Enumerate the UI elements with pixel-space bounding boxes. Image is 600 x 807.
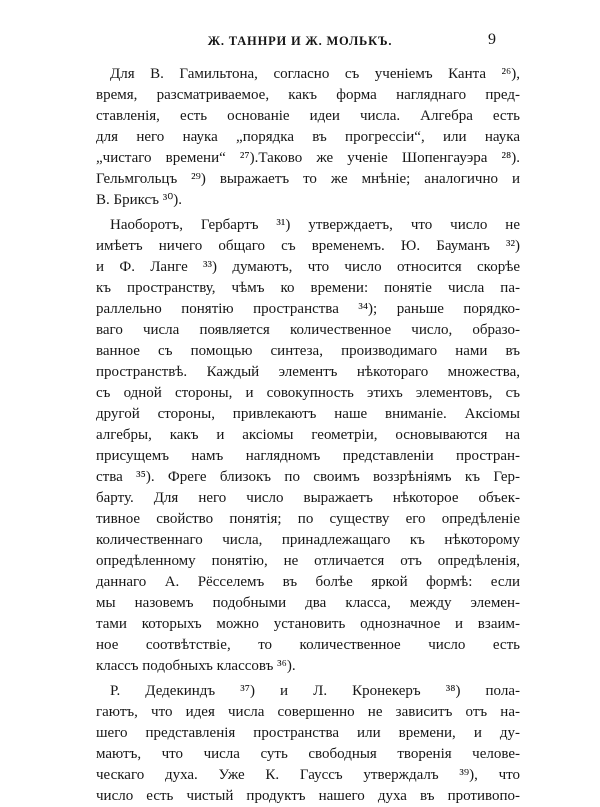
page-number: 9 [488,31,496,48]
paragraph-1 [96,64,520,211]
text-line: имѣетъ ничего общаго съ временемъ. Ю. Бауманъ ³²) [96,238,520,254]
body-text [96,64,520,807]
text-line: Р. Дедекиндъ ³⁷) и Л. Кронекеръ ³⁸) пола- [110,683,520,699]
text-line: барту. Для него число выражаетъ нѣкоторое объек- [96,490,520,506]
text-line: Для В. Гамильтона, согласно съ ученіемъ Канта ²⁶), [110,66,520,82]
paragraph-2 [96,215,520,677]
text-line: количественнаго числа, принадлежащаго къ нѣкоторому [96,532,520,548]
text-line: Наоборотъ, Гербартъ ³¹) утверждаетъ, что число не [110,217,520,233]
text-line: другой стороны, привлекаютъ наше вниманіе. Аксіомы [96,406,520,422]
text-line: „чистаго времени“ ²⁷).Таково же ученіе Шопенгауэра ²⁸). [96,150,520,166]
text-line: число есть чистый продуктъ нашего духа въ противопо- [96,788,520,804]
text-line: маютъ, что числа суть свободныя творенія челове- [96,746,520,762]
text-line: время, разсматриваемое, какъ форма нагляднаго пред- [96,87,520,103]
text-line: В. Бриксъ ³⁰). [96,192,182,208]
text-line: для него наука „порядка въ прогрессіи“, или наука [96,129,520,145]
text-line: ставленія, есть основаніе идеи числа. Алгебра есть [96,108,520,124]
text-line: шего представленія пространства или времени, и ду- [96,725,520,741]
text-line: ное соотвѣтствіе, то количественное число есть [96,637,520,653]
text-line: тами которыхъ можно установить однозначное и взаим- [96,616,520,632]
text-line: раллельно понятію пространства ³⁴); раньше порядко- [96,301,520,317]
text-line: Гельмгольцъ ²⁹) выражаетъ то же мнѣніе; аналогично и [96,171,520,187]
text-line: даннаго А. Рёсселемъ въ болѣе яркой формѣ: если [96,574,520,590]
text-line: присущемъ намъ наглядномъ представленіи простран- [96,448,520,464]
text-line: и Ф. Ланге ³³) думаютъ, что число относится скорѣе [96,259,520,275]
text-line: ванное съ помощью синтеза, производимаго нами въ [96,343,520,359]
text-line: ваго числа появляется количественное число, образо- [96,322,520,338]
text-line: ческаго духа. Уже К. Гауссъ утверждалъ ³⁹), что [96,767,520,783]
text-line: пространствѣ. Каждый элементъ нѣкотораго множества, [96,364,520,380]
text-line: гаютъ, что идея числа совершенно не зависитъ отъ на- [96,704,520,720]
running-header-title: Ж. ТАННРИ И Ж. МОЛЬКЪ. [207,34,393,48]
text-line: алгебры, какъ и аксіомы геометріи, основываются на [96,427,520,443]
paragraph-3 [96,681,520,807]
text-line: къ пространству, чѣмъ ко времени: понятіе числа па- [96,280,520,296]
text-line: мы назовемъ подобными два класса, между элемен- [96,595,520,611]
text-line: тивное свойство понятія; по существу его опредѣленіе [96,511,520,527]
text-line: ства ³⁵). Фреге близокъ по своимъ воззрѣніямъ къ Гер- [96,469,520,485]
text-line: опредѣленному понятію, не отличается отъ опредѣленія, [96,553,520,569]
running-header [0,0,600,50]
text-line: классъ подобныхъ классовъ ³⁶). [96,658,296,674]
text-line: съ одной стороны, и совокупность этихъ элементовъ, съ [96,385,520,401]
